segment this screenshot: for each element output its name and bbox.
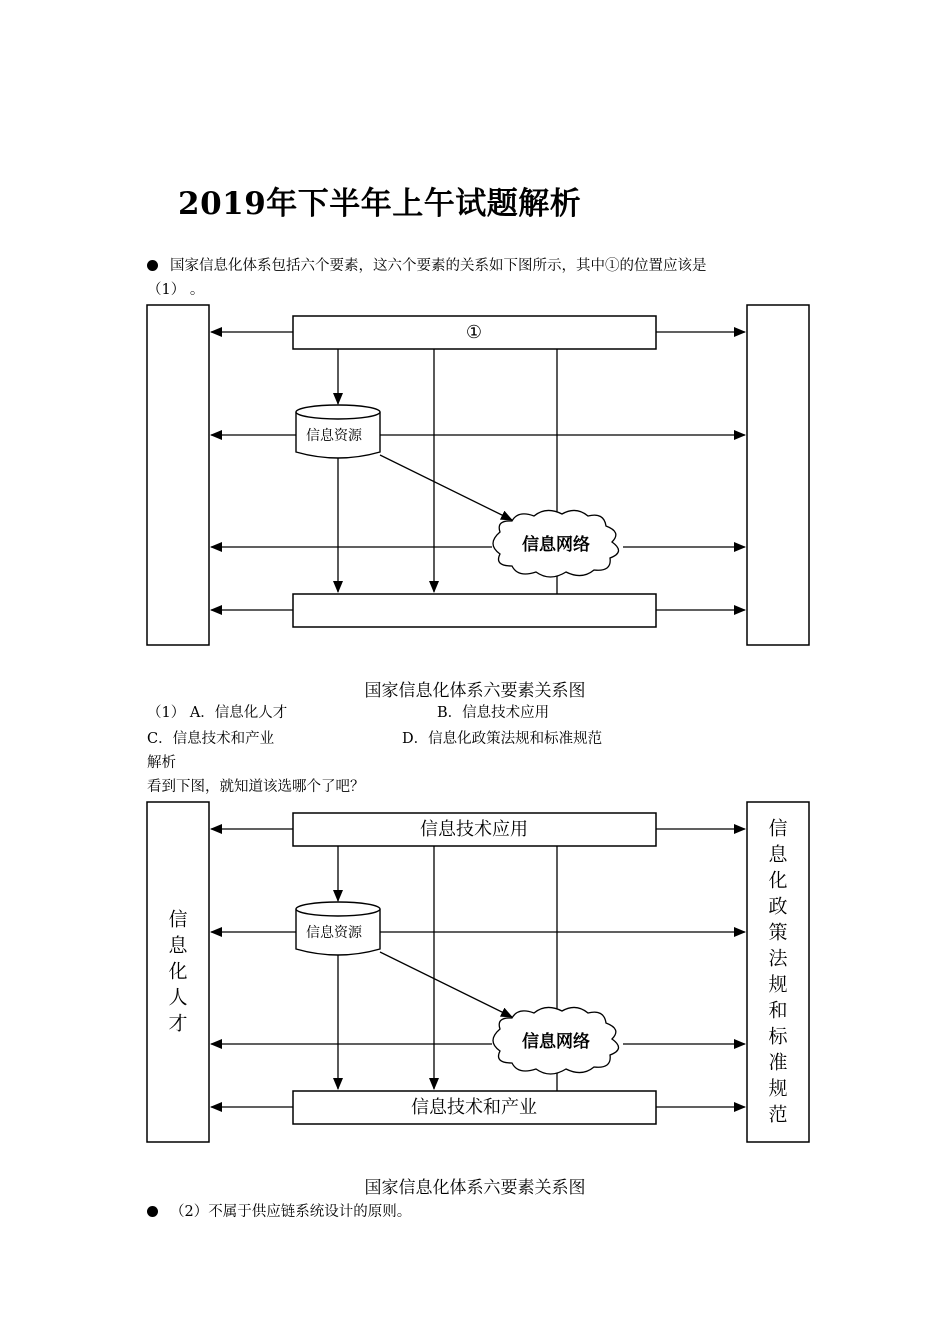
bottom-element-box [293,594,656,627]
right-element-char: 法 [768,947,788,970]
left-element-char: 人 [168,986,188,1009]
network-label: 信息网络 [522,1032,590,1052]
left-element-char: 息 [168,934,188,957]
left-element-char: 化 [168,960,188,983]
right-element-char: 策 [768,921,788,944]
resource-cylinder-top [296,902,380,916]
diagram2-caption: 国家信息化体系六要素关系图 [364,1178,586,1198]
right-element-char: 和 [768,999,788,1022]
left-element-box [147,305,209,645]
bullet-icon [147,260,158,271]
question1-stem-line2: （1） 。 [147,282,205,298]
right-element-char: 化 [768,869,788,892]
option-a: （1） A．信息化人才 [147,705,288,721]
arrow-resource-to-network [380,455,512,520]
resource-label: 信息资源 [306,428,362,444]
question2-stem [147,1202,411,1222]
network-label: 信息网络 [522,535,590,555]
diagram-six-elements-question [0,300,950,650]
diagram1-caption: 国家信息化体系六要素关系图 [364,681,586,701]
option-c: C．信息技术和产业 [147,731,275,747]
top-element-label: ① [465,322,483,343]
right-element-char: 规 [768,1077,788,1100]
question2-stem-text: （2）不属于供应链系统设计的原则。 [170,1204,412,1220]
option-b: B．信息技术应用 [437,705,550,721]
analysis-label: 解析 [147,755,176,771]
question1-stem-line1: 国家信息化体系包括六个要素，这六个要素的关系如下图所示，其中①的位置应该是 [170,258,707,274]
top-element-label: 信息技术应用 [420,819,528,840]
bullet-icon [147,1206,158,1217]
left-element-char: 信 [168,908,188,931]
right-element-char: 息 [768,843,788,866]
right-element-char: 信 [768,817,788,840]
right-element-char: 标 [768,1025,788,1048]
right-element-box [747,305,809,645]
right-element-char: 范 [768,1103,788,1126]
arrow-resource-to-network [380,952,512,1017]
analysis-text: 看到下图，就知道该选哪个了吧？ [147,779,365,795]
right-element-char: 准 [768,1051,788,1074]
right-element-char: 政 [768,895,788,918]
option-d: D．信息化政策法规和标准规范 [402,731,603,747]
diagram-six-elements-answer [0,797,950,1147]
question1-stem [147,256,707,276]
bottom-element-label: 信息技术和产业 [411,1097,537,1118]
resource-cylinder-top [296,405,380,419]
left-element-char: 才 [168,1012,188,1035]
right-element-char: 规 [768,973,788,996]
resource-label: 信息资源 [306,925,362,941]
page-title: 2019年下半年上午试题解析 [178,186,582,222]
